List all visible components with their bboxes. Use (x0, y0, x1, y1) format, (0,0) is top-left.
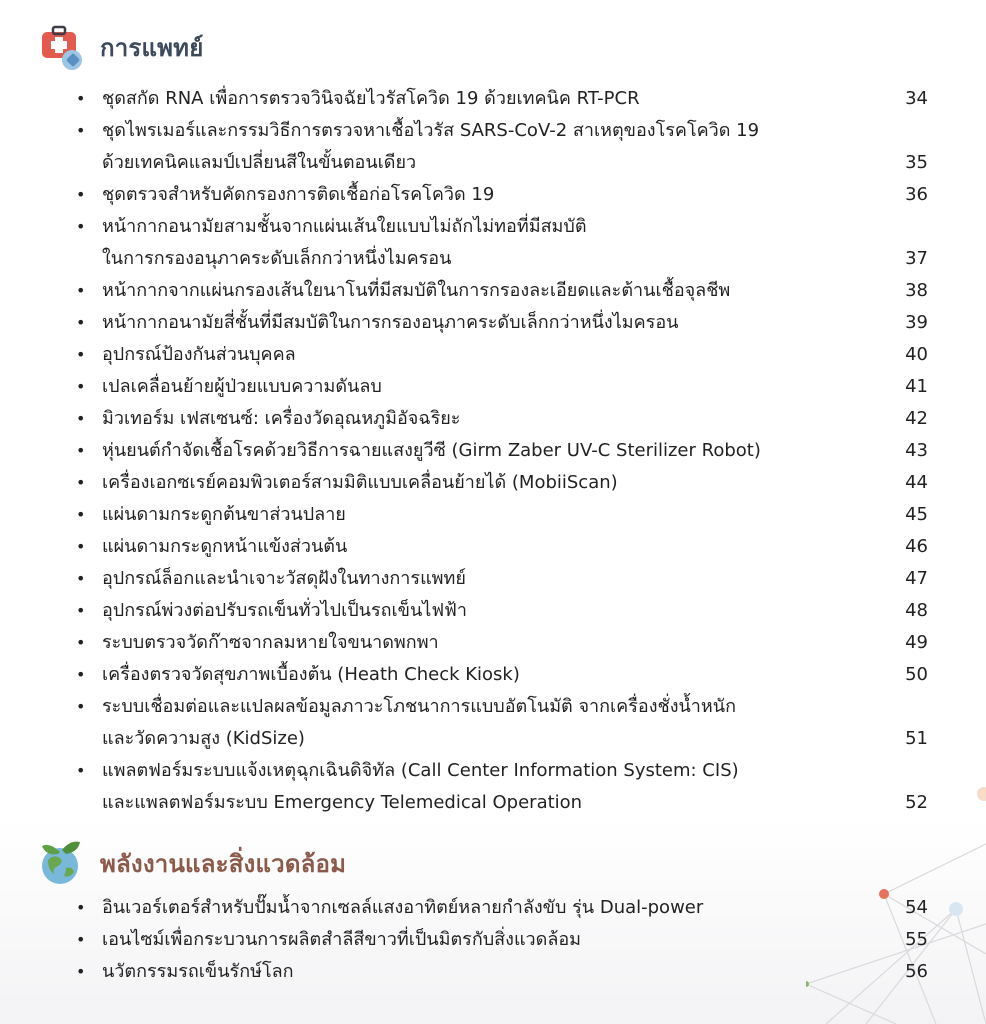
item-text: ชุดตรวจสำหรับคัดกรองการติดเชื้อก่อโรคโควิด 19 (102, 184, 495, 205)
toc-item[interactable] (0, 211, 986, 275)
page-number: 52 (905, 792, 928, 813)
toc-item[interactable] (0, 179, 986, 211)
toc-item[interactable] (0, 499, 986, 531)
page-number: 50 (905, 664, 928, 685)
item-text: และวัดความสูง (KidSize) (102, 728, 305, 749)
bullet: • (76, 601, 86, 620)
toc-item[interactable] (0, 892, 986, 924)
page-number: 46 (905, 536, 928, 557)
bullet: • (76, 962, 86, 981)
bullet: • (76, 569, 86, 588)
section-title: พลังงานและสิ่งแวดล้อม (100, 849, 347, 878)
toc-item[interactable] (0, 691, 986, 755)
item-text: ด้วยเทคนิคแลมป์เปลี่ยนสีในขั้นตอนเดียว (102, 152, 417, 173)
toc-item[interactable] (0, 115, 986, 179)
page-number: 55 (905, 929, 928, 950)
item-text: มิวเทอร์ม เฟสเซนซ์: เครื่องวัดอุณหภูมิอัจฉริยะ (102, 408, 461, 429)
page-number: 43 (905, 440, 928, 461)
bullet: • (76, 313, 86, 332)
bullet: • (76, 537, 86, 556)
item-text: แผ่นดามกระดูกต้นขาส่วนปลาย (102, 504, 346, 525)
section-header-medical (38, 22, 203, 72)
page-number: 44 (905, 472, 928, 493)
bullet: • (76, 505, 86, 524)
bullet: • (76, 898, 86, 917)
page-number: 42 (905, 408, 928, 429)
bullet: • (76, 345, 86, 364)
toc-item[interactable] (0, 755, 986, 819)
bullet: • (76, 121, 86, 140)
page-number: 40 (905, 344, 928, 365)
bullet: • (76, 633, 86, 652)
item-text: เครื่องเอกซเรย์คอมพิวเตอร์สามมิติแบบเคลื่อนย้ายได้ (MobiiScan) (102, 472, 618, 493)
item-text: หน้ากากอนามัยสี่ชั้นที่มีสมบัติในการกรองอนุภาคระดับเล็กกว่าหนึ่งไมครอน (102, 312, 679, 333)
page-number: 39 (905, 312, 928, 333)
item-text: ในการกรองอนุภาคระดับเล็กกว่าหนึ่งไมครอน (102, 248, 452, 269)
toc-item[interactable] (0, 83, 986, 115)
bullet: • (76, 377, 86, 396)
item-text: ระบบเชื่อมต่อและแปลผลข้อมูลภาวะโภชนาการแบบอัตโนมัติ จากเครื่องชั่งน้ำหนัก (102, 696, 736, 717)
toc-item[interactable] (0, 275, 986, 307)
bullet: • (76, 409, 86, 428)
item-text: แผ่นดามกระดูกหน้าแข้งส่วนต้น (102, 536, 348, 557)
toc-item[interactable] (0, 595, 986, 627)
page-number: 41 (905, 376, 928, 397)
item-text: และแพลตฟอร์มระบบ Emergency Telemedical Operation (102, 792, 583, 813)
item-text: อินเวอร์เตอร์สำหรับปั๊มน้ำจากเซลล์แสงอาทิตย์หลายกำลังขับ รุ่น Dual-power (102, 897, 704, 918)
bullet: • (76, 930, 86, 949)
page-number: 51 (905, 728, 928, 749)
item-text: ชุดไพรเมอร์และกรรมวิธีการตรวจหาเชื้อไวรัส SARS-CoV-2 สาเหตุของโรคโควิด 19 (102, 120, 760, 141)
toc-item[interactable] (0, 531, 986, 563)
toc-item[interactable] (0, 563, 986, 595)
toc-item[interactable] (0, 956, 986, 988)
bullet: • (76, 473, 86, 492)
page-number: 56 (905, 961, 928, 982)
item-text: ชุดสกัด RNA เพื่อการตรวจวินิจฉัยไวรัสโควิด 19 ด้วยเทคนิค RT-PCR (102, 88, 640, 109)
toc-item[interactable] (0, 467, 986, 499)
page-number: 48 (905, 600, 928, 621)
item-text: เปลเคลื่อนย้ายผู้ป่วยแบบความดันลบ (102, 376, 382, 397)
toc-item[interactable] (0, 659, 986, 691)
page-number: 34 (905, 88, 928, 109)
page-number: 54 (905, 897, 928, 918)
toc-item[interactable] (0, 339, 986, 371)
page-number: 37 (905, 248, 928, 269)
item-text: อุปกรณ์ป้องกันส่วนบุคคล (102, 344, 296, 365)
item-text: เครื่องตรวจวัดสุขภาพเบื้องต้น (Heath Check Kiosk) (102, 664, 520, 685)
item-text: หุ่นยนต์กำจัดเชื้อโรคด้วยวิธีการฉายแสงยูวีซี (Girm Zaber UV-C Sterilizer Robot) (102, 440, 761, 461)
toc-item[interactable] (0, 627, 986, 659)
item-text: เอนไซม์เพื่อกระบวนการผลิตสำลีสีขาวที่เป็นมิตรกับสิ่งแวดล้อม (102, 929, 582, 950)
item-text: อุปกรณ์ล็อกและนำเจาะวัสดุฝังในทางการแพทย์ (102, 568, 466, 589)
item-text: หน้ากากจากแผ่นกรองเส้นใยนาโนที่มีสมบัติในการกรองละเอียดและต้านเชื้อจุลชีพ (102, 280, 731, 301)
medical-item-list (0, 83, 986, 819)
item-text: ระบบตรวจวัดก๊าซจากลมหายใจขนาดพกพา (102, 632, 439, 653)
page-number: 47 (905, 568, 928, 589)
toc-item[interactable] (0, 435, 986, 467)
toc-item[interactable] (0, 924, 986, 956)
environment-item-list (0, 892, 986, 988)
bullet: • (76, 665, 86, 684)
toc-item[interactable] (0, 371, 986, 403)
toc-item[interactable] (0, 307, 986, 339)
page-number: 45 (905, 504, 928, 525)
section-title: การแพทย์ (100, 33, 204, 62)
medical-kit-icon (38, 22, 88, 72)
page-number: 38 (905, 280, 928, 301)
item-text: นวัตกรรมรถเข็นรักษ์โลก (102, 961, 294, 982)
bullet: • (76, 441, 86, 460)
page-number: 49 (905, 632, 928, 653)
section-header-environment (38, 838, 346, 888)
bullet: • (76, 697, 86, 716)
bullet: • (76, 185, 86, 204)
page-number: 35 (905, 152, 928, 173)
item-text: หน้ากากอนามัยสามชั้นจากแผ่นเส้นใยแบบไม่ถักไม่ทอที่มีสมบัติ (102, 216, 587, 237)
bullet: • (76, 761, 86, 780)
bullet: • (76, 217, 86, 236)
page-number: 36 (905, 184, 928, 205)
bullet: • (76, 281, 86, 300)
item-text: อุปกรณ์พ่วงต่อปรับรถเข็นทั่วไปเป็นรถเข็นไฟฟ้า (102, 600, 467, 621)
item-text: แพลตฟอร์มระบบแจ้งเหตุฉุกเฉินดิจิทัล (Call Center Information System: CIS) (102, 760, 739, 781)
earth-plant-icon (38, 838, 88, 888)
bullet: • (76, 89, 86, 108)
toc-item[interactable] (0, 403, 986, 435)
